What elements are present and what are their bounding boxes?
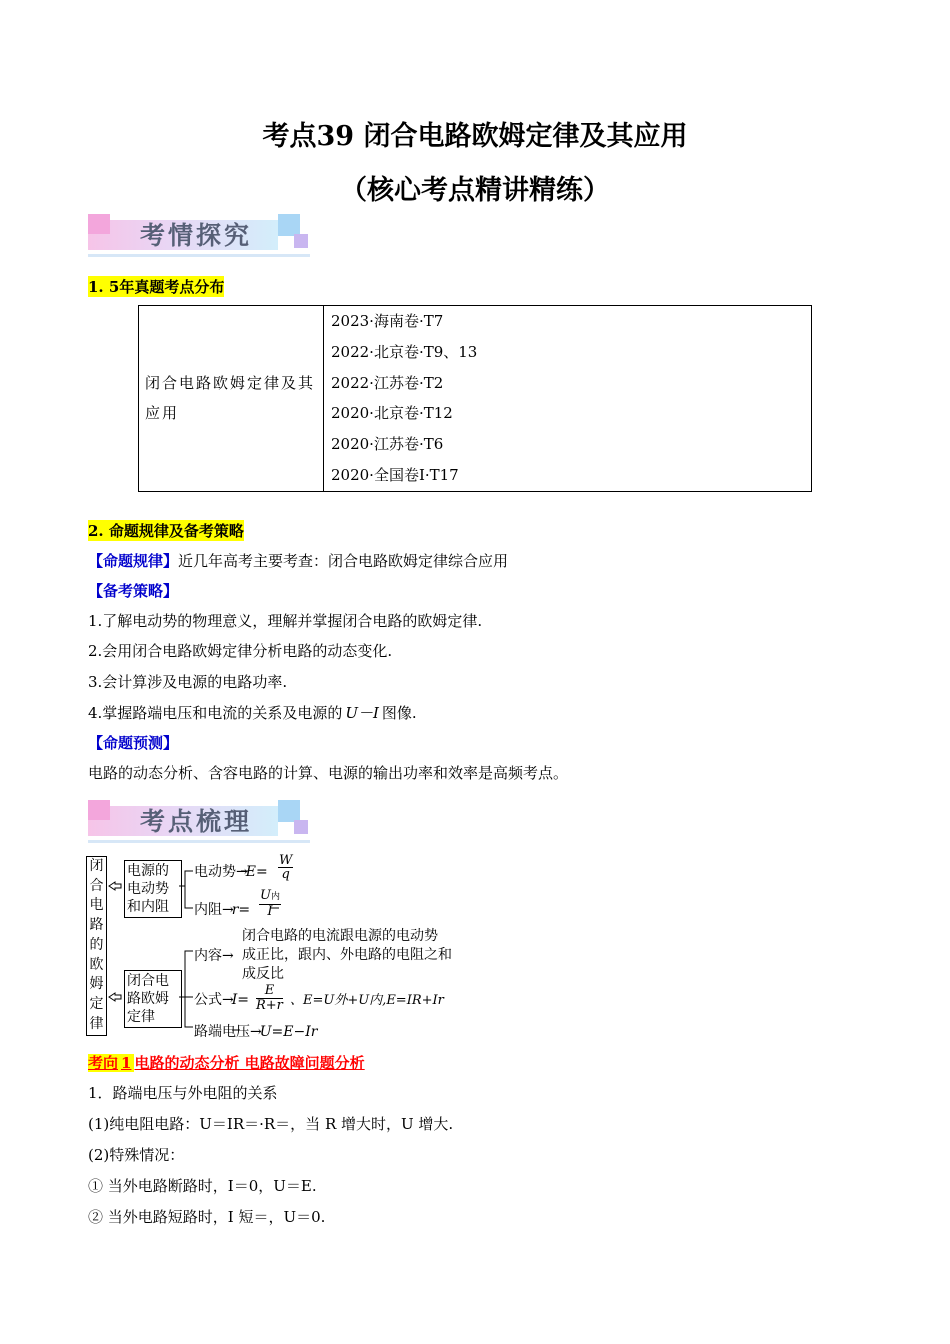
strategy-label: 【备考策略】 [88, 582, 179, 600]
root-char: 电 [89, 897, 104, 914]
banner-label: 考情探究 [140, 221, 253, 250]
direction-number: 1 [118, 1054, 134, 1072]
body-paragraph: (1)纯电阻电路：U＝IR＝·R＝，当 R 增大时，U 增大. [88, 1115, 454, 1133]
rule-text: 近几年高考主要考查：闭合电路欧姆定律综合应用 [178, 552, 509, 570]
direction-heading [88, 1052, 365, 1073]
banner-label: 考点梳理 [140, 807, 253, 836]
table-topic: 闭合电路欧姆定律及其应用 [145, 374, 316, 423]
node-formula: I= [231, 992, 249, 1008]
fraction-denominator: q [281, 867, 290, 882]
rule-label: 【命题规律】 [88, 552, 179, 570]
section-banner-exam-analysis [88, 214, 310, 258]
strategy-item: 1.了解电动势的物理意义，理解并掌握闭合电路的欧姆定律. [88, 612, 483, 630]
strategy-item: 2.会用闭合电路欧姆定律分析电路的动态变化. [88, 642, 393, 660]
table-entries-cell [324, 306, 812, 492]
node-label: 公式 [194, 992, 222, 1008]
node-formula-label: 公式→I= [194, 992, 249, 1008]
mindmap-branch-emf [124, 860, 182, 918]
content-line: 成反比 [242, 966, 284, 982]
branch-line: 闭合电 [127, 973, 169, 989]
branch-line: 定律 [127, 1009, 155, 1025]
fraction-numerator: E [256, 984, 283, 999]
predict-text: 电路的动态分析、含容电路的计算、电源的输出功率和效率是高频考点。 [88, 764, 569, 782]
node-formula: r= [231, 902, 251, 918]
content-line: 成正比，跟内、外电路的电阻之和 [242, 947, 452, 963]
table-entry: 2020·北京卷·T12 [331, 404, 453, 423]
table-entry: 2020·全国卷Ⅰ·T17 [331, 465, 459, 484]
predict-label: 【命题预测】 [88, 734, 179, 752]
current-fraction [256, 984, 283, 1013]
root-char: 定 [89, 995, 104, 1012]
body-paragraph: 1．路端电压与外电阻的关系 [88, 1084, 278, 1102]
concept-mindmap [86, 853, 466, 1040]
table-entry: 2023·海南卷·T7 [331, 312, 444, 330]
direction-title: 电路的动态分析 电路故障问题分析 [134, 1054, 365, 1072]
content-line: 闭合电路的电流跟电源的电动势 [242, 928, 438, 944]
node-label: 内阻 [194, 902, 222, 918]
mindmap-branch-ohm-law [124, 970, 182, 1028]
root-char: 姆 [89, 976, 104, 993]
node-formula: E= [245, 864, 268, 880]
body-paragraph: ② 当外电路短路时，I 短＝，U＝0. [88, 1208, 326, 1226]
page-title: 考点39 闭合电路欧姆定律及其应用 [262, 121, 688, 152]
node-label: 内容 [194, 948, 222, 964]
fraction-numerator: U [260, 888, 271, 903]
mindmap-root [86, 856, 107, 1036]
fraction-denominator: I [267, 904, 273, 919]
table-entry: 2022·北京卷·T9、13 [331, 342, 478, 361]
fraction-subscript: 内 [270, 892, 280, 902]
fraction-denominator: R+r [256, 998, 283, 1013]
strategy4-var: U－I [345, 704, 379, 722]
root-char: 闭 [89, 858, 104, 874]
section2-heading: 2. 命题规律及备考策略 [88, 522, 244, 540]
emf-fraction [278, 854, 293, 881]
root-char: 律 [89, 1015, 104, 1032]
strategy4-post: 图像. [381, 704, 417, 722]
fraction-numerator: W [279, 853, 293, 868]
node-terminal-voltage: 路端电压→U=E−Ir [194, 1024, 318, 1040]
body-paragraph: ① 当外电路断路时，I＝0，U＝E. [88, 1177, 317, 1195]
branch-line: 电动势 [127, 881, 169, 897]
node-internal-resistance: 内阻→r= [194, 902, 251, 918]
resistance-fraction [259, 889, 281, 919]
section1-heading: 1. 5年真题考点分布 [88, 278, 225, 296]
strategy-item: 3.会计算涉及电源的电路功率. [88, 673, 288, 691]
node-label: 路端电压 [194, 1024, 250, 1040]
root-char: 路 [89, 917, 104, 934]
page-subtitle: （核心考点精讲精练） [340, 175, 610, 206]
node-formula-rest: 、E=U外+U内,E=IR+Ir [290, 993, 444, 1008]
node-formula: U=E−Ir [259, 1024, 318, 1040]
node-emf: 电动势→E= [194, 864, 268, 880]
exam-distribution-table [138, 305, 812, 492]
node-content-label: 内容→ [194, 948, 234, 964]
strategy4-pre: 4.掌握路端电压和电流的关系及电源的 [88, 704, 343, 722]
rule-line [88, 550, 508, 571]
section-banner-knowledge-points [88, 800, 310, 844]
direction-tag: 考向 [88, 1054, 119, 1072]
branch-line: 路欧姆 [127, 991, 169, 1007]
branch-line: 电源的 [127, 863, 169, 879]
strategy-item [88, 702, 417, 723]
table-entry: 2020·江苏卷·T6 [331, 435, 444, 454]
body-paragraph: (2)特殊情况： [88, 1146, 185, 1164]
table-topic-cell [139, 306, 324, 492]
node-label: 电动势 [194, 864, 236, 880]
branch-line: 和内阻 [127, 899, 169, 915]
root-char: 欧 [89, 956, 104, 973]
root-char: 合 [89, 877, 104, 894]
table-entry: 2022·江苏卷·T2 [331, 373, 444, 392]
node-content-text [242, 927, 452, 984]
root-char: 的 [89, 936, 104, 953]
